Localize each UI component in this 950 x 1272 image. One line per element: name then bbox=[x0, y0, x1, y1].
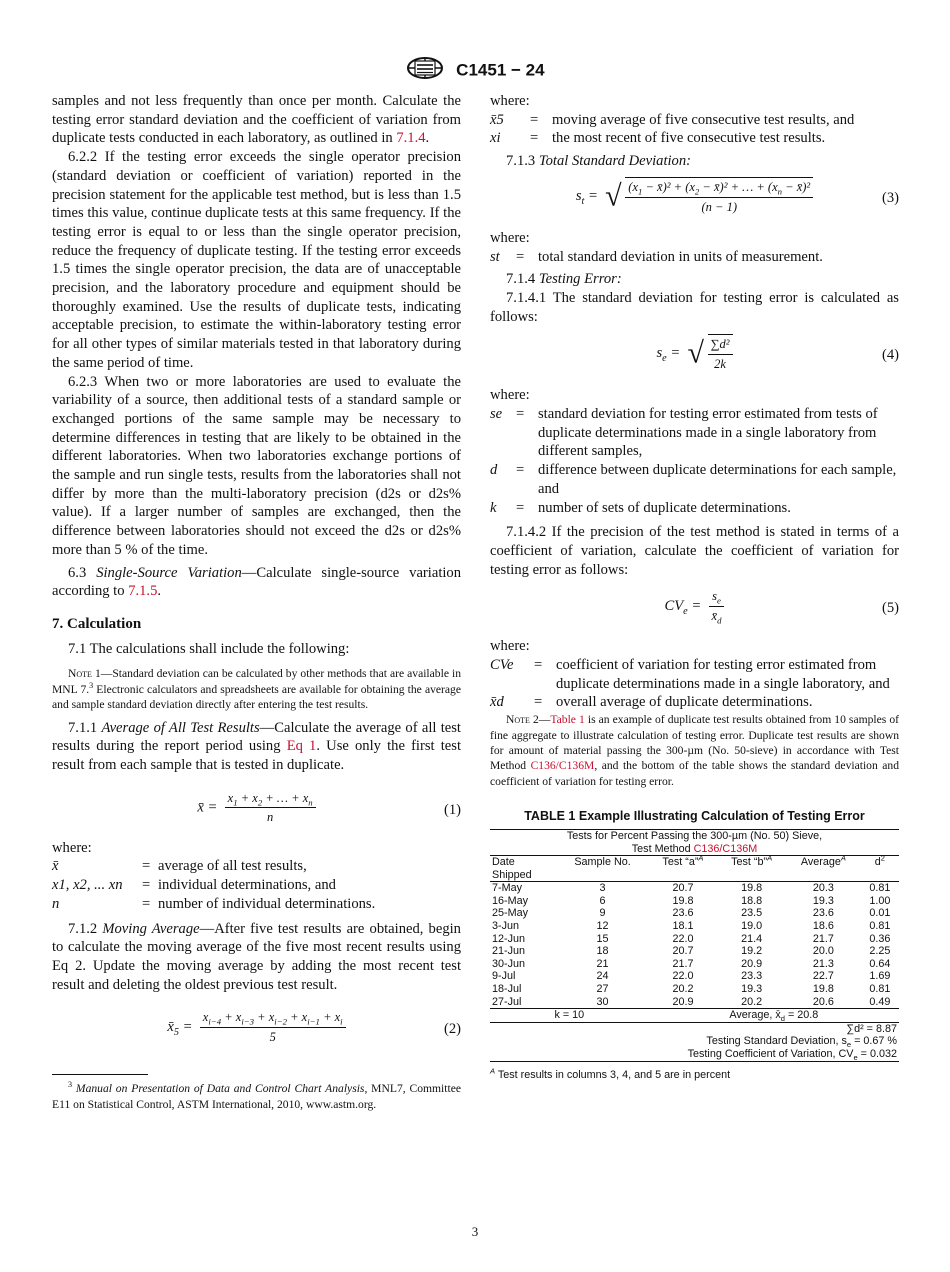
column-header: Test “b”$^A$ bbox=[731, 853, 773, 869]
table-cell: 19.2 bbox=[741, 945, 763, 958]
table-cell: 20.0 bbox=[812, 945, 834, 958]
definition-row: x1, x2, ... xn = individual determinations, and bbox=[52, 877, 336, 894]
table-cell: 0.81 bbox=[869, 983, 891, 996]
table-cell: 19.3 bbox=[812, 894, 834, 907]
table-cell: 25-May bbox=[492, 907, 529, 920]
table-row bbox=[490, 958, 899, 971]
section-heading-7: 7. Calculation bbox=[52, 615, 142, 632]
where-label-5: where: bbox=[490, 638, 530, 655]
table-cell: 0.36 bbox=[869, 932, 891, 945]
paragraph-7-1: 7.1 The calculations shall include the following: bbox=[68, 640, 350, 657]
definition-row: d = difference between duplicate determinations for each sample, and bbox=[490, 462, 897, 497]
equation-1: x̄ = $\frac{x_1 + x_2 + \dots + x_n}{n}$ (1) bbox=[197, 790, 461, 825]
where-label-1: where: bbox=[52, 839, 92, 856]
footnote-3: $^3$ Manual on Presentation of Data and Control Chart Analysis, MNL7, Committee E11 on Statistical Control, ASTM International, 2010, www.astm.org. bbox=[52, 1080, 462, 1111]
table-title: TABLE 1 Example Illustrating Calculation of Testing Error bbox=[524, 809, 865, 824]
table-row bbox=[490, 882, 899, 895]
equation-number-4: (4) bbox=[881, 347, 899, 364]
table-cell: 23.3 bbox=[741, 970, 763, 983]
table-cell: 16-May bbox=[492, 894, 529, 907]
table-cell: 21.7 bbox=[812, 932, 834, 945]
table-cell: 18 bbox=[596, 945, 609, 958]
table-cell: 23.6 bbox=[672, 907, 694, 920]
table-cell: 21 bbox=[596, 957, 609, 970]
where-label-3: where: bbox=[490, 229, 530, 246]
table-cell: 15 bbox=[596, 932, 609, 945]
definition-row: CVe = coefficient of variation for testing error estimated from duplicate determinations made in a single laboratory, and bbox=[490, 657, 890, 692]
link-7-1-5[interactable]: 7.1.5 bbox=[128, 583, 158, 600]
table-cell: 20.2 bbox=[672, 983, 694, 996]
definitions-eq1 bbox=[52, 857, 461, 913]
table-cell: 9 bbox=[599, 907, 606, 920]
table-cell: 20.9 bbox=[672, 995, 694, 1008]
paragraph-6-3: 6.3 Single-Source Variation—Calculate single-source variation according to 7.1.5. bbox=[52, 564, 462, 600]
equation-number-3: (3) bbox=[881, 189, 899, 206]
where-label-4: where: bbox=[490, 387, 530, 404]
table-row bbox=[490, 933, 899, 946]
column-header: $d^2$ bbox=[874, 853, 885, 869]
table-cell: 23.6 bbox=[812, 907, 834, 920]
link-c136-table[interactable]: C136/C136M bbox=[693, 842, 758, 855]
paragraph-7-1-1: 7.1.1 Average of All Test Results—Calculate the average of all test results during the report period using Eq 1. Use only the first test result from each sample that is tested in duplicate. bbox=[52, 719, 461, 774]
table-cell: 20.6 bbox=[812, 995, 834, 1008]
left-column bbox=[52, 92, 461, 1112]
table-cell: 12 bbox=[596, 920, 609, 933]
table-cell: 22.0 bbox=[672, 932, 694, 945]
column-header: Test “a”$^A$ bbox=[662, 853, 704, 869]
table-cell: 7-May bbox=[492, 882, 522, 895]
table-cell: 20.7 bbox=[672, 882, 694, 895]
definition-row: n = number of individual determinations. bbox=[52, 895, 376, 912]
table-cell: 6 bbox=[599, 894, 606, 907]
table-cell: 21.4 bbox=[741, 932, 763, 945]
table-cell: 30 bbox=[596, 995, 609, 1008]
table-cell: 19.8 bbox=[672, 894, 694, 907]
table-cell: 19.3 bbox=[741, 983, 763, 996]
table-cell: 9-Jul bbox=[492, 970, 516, 983]
link-c136[interactable]: C136/C136M bbox=[530, 759, 595, 773]
right-column bbox=[490, 92, 899, 1084]
equation-number-1: (1) bbox=[443, 801, 461, 818]
table-cell: 0.64 bbox=[869, 957, 891, 970]
paragraph-7-1-4-1: 7.1.4.1 The standard deviation for testing error is calculated as follows: bbox=[490, 289, 899, 325]
table-footnote: $^A$ Test results in columns 3, 4, and 5 are in percent bbox=[490, 1066, 731, 1081]
definition-row: xi = the most recent of five consecutive test results. bbox=[490, 130, 826, 147]
footnote-divider bbox=[52, 1074, 148, 1075]
table-cell: 1.69 bbox=[869, 970, 891, 983]
table-cell: 19.8 bbox=[741, 882, 763, 895]
table-cell: 27-Jul bbox=[492, 995, 522, 1008]
table-row bbox=[490, 945, 899, 958]
table-cell: 18.6 bbox=[812, 920, 834, 933]
column-header: Sample No. bbox=[574, 856, 631, 869]
paragraph-7-1-4-2: 7.1.4.2 If the precision of the test method is stated in terms of a coefficient of variation, calculate the coefficient of variation for testing error as follows: bbox=[490, 524, 899, 578]
table-cell: 24 bbox=[596, 970, 609, 983]
paragraph-6-2-3: 6.2.3 When two or more laboratories are used to evaluate the variability of a source, then additional tests of a standard sample or exchanged portions of the same sample may be necessary to determine differences in testing that are likely to be obtained in the different laboratories. When two laboratories exchange portions of the sample and run single tests, results from the laboratories shall not differ by more than the multi-laboratory precision (d2s or d2s% value). If a larger number of samples are exchanged, then the difference between laboratories should not exceed the d2s or d2s% more than 5 % of the time. bbox=[52, 373, 461, 558]
table-cell: 12-Jun bbox=[492, 932, 526, 945]
table-cell: 20.7 bbox=[672, 945, 694, 958]
table-cell: 3-Jun bbox=[492, 920, 520, 933]
where-label-2: where: bbox=[490, 93, 530, 109]
equation-3: $s_t$ = √ $\frac{(x_1 - x̄)^2 + (x_2 - x̄)^2 + \dots + (x_n - x̄)^2}{(n - 1)}$ (3) bbox=[490, 177, 899, 225]
equation-number-2: (2) bbox=[443, 1021, 461, 1038]
table-row bbox=[490, 983, 899, 996]
table-cell: 23.5 bbox=[741, 907, 763, 920]
table-cell: 18.8 bbox=[741, 894, 763, 907]
definition-row: k = number of sets of duplicate determinations. bbox=[490, 499, 791, 516]
definition-row: st = total standard deviation in units of measurement. bbox=[490, 248, 823, 265]
table-subtitle: Tests for Percent Passing the 300-µm (No. 50) Sieve, Test Method C136/C136M bbox=[566, 829, 823, 855]
table-cell: 21.7 bbox=[672, 957, 694, 970]
sum-d2: ∑d² = 8.87 bbox=[846, 1022, 897, 1035]
table-cell: 30-Jun bbox=[492, 957, 526, 970]
standard-code: C1451 − 24 bbox=[456, 60, 545, 80]
note-1: Note 1—Standard deviation can be calculated by other methods that are available in MNL 7.$^3$ Electronic calculators and spreadsheets are available for obtaining the average and sample standard deviation directly after entering the test results. bbox=[52, 667, 462, 712]
note-2: Note 2—Table 1 is an example of duplicate test results obtained from 10 samples of fine aggregate to illustrate calculation of testing error. Duplicate test results are shown for amount of material passing the 300-µm (No. 50-sieve) in accordance with Test Method C136/C136M, and the bottom of the table shows the standard deviation and coefficient of variation for testing error. bbox=[490, 713, 900, 788]
table-row bbox=[490, 907, 899, 920]
definition-row: se = standard deviation for testing error estimated from tests of duplicate determinations made in a single laboratory from different samples, bbox=[490, 406, 878, 460]
table-row bbox=[490, 895, 899, 908]
equation-4: $s_e$ = √ $\frac{\text{∑d²}}{2k}$ (4) bbox=[490, 334, 899, 380]
table-cell: 3 bbox=[599, 882, 606, 895]
table-body bbox=[490, 882, 899, 1009]
link-7-1-4[interactable]: 7.1.4 bbox=[396, 130, 426, 147]
table-cell: 19.8 bbox=[812, 983, 834, 996]
table-cell: 2.25 bbox=[869, 945, 891, 958]
table-cell: 0.81 bbox=[869, 882, 891, 895]
equation-5: $CV_e$ = $\frac{s_e}{x̄_d}$ (5) bbox=[664, 589, 899, 626]
table-cell: 1.00 bbox=[869, 894, 891, 907]
column-header: Date Shipped bbox=[492, 856, 532, 881]
table-row bbox=[490, 920, 899, 933]
table-cell: 21-Jun bbox=[492, 945, 526, 958]
page-header bbox=[0, 56, 950, 85]
column-header: Average$^A$ bbox=[800, 853, 846, 869]
table-cell: 19.0 bbox=[741, 920, 763, 933]
table-cell: 0.81 bbox=[869, 920, 891, 933]
table-summary-row: k = 10 Average, $x̄_d = 20.8$ bbox=[490, 1009, 899, 1023]
table-cell: 0.01 bbox=[869, 907, 891, 920]
table-cell: 20.2 bbox=[741, 995, 763, 1008]
link-table-1[interactable]: Table 1 bbox=[550, 713, 585, 727]
paragraph-7-1-2: 7.1.2 Moving Average—After five test results are obtained, begin to calculate the moving average of the five most recent results using Eq 2. Update the moving average by adding the most recent test result and deleting the oldest previous test result. bbox=[52, 920, 461, 993]
link-eq-1[interactable]: Eq 1 bbox=[286, 738, 317, 755]
definition-row: x̄ = average of all test results, bbox=[52, 858, 307, 875]
table-cell: 18.1 bbox=[672, 920, 694, 933]
testing-std-dev: Testing Standard Deviation, $s_e = 0.67$ % bbox=[706, 1035, 897, 1050]
definition-row: x̄d = overall average of duplicate determinations. bbox=[490, 694, 813, 711]
equation-2: $x̄_5$ = $\frac{x_{i-4} + x_{i-3} + x_{i-2} + x_{i-1} + x_i}{5}$ (2) bbox=[167, 1010, 461, 1045]
table-row bbox=[490, 996, 899, 1009]
page-number: 3 bbox=[471, 1224, 479, 1239]
definition-row: x̄5 = moving average of five consecutive test results, and bbox=[490, 111, 855, 128]
table-cell: 20.9 bbox=[741, 957, 763, 970]
table-cell: 22.7 bbox=[812, 970, 834, 983]
table-cell: 18-Jul bbox=[492, 983, 522, 996]
paragraph-continued: samples and not less frequently than once per month. Calculate the testing error standard deviation and the coefficient of variation from duplicate tests conducted in each laboratory, as outlined in 7.1.4. bbox=[52, 93, 461, 147]
astm-logo-icon bbox=[405, 56, 445, 85]
equation-number-5: (5) bbox=[881, 600, 899, 617]
table-row bbox=[490, 970, 899, 983]
table-cell: 21.3 bbox=[812, 957, 834, 970]
table-cell: 22.0 bbox=[672, 970, 694, 983]
table-cell: 20.3 bbox=[812, 882, 834, 895]
testing-cv: Testing Coefficient of Variation, $CV_e = 0.032$ bbox=[687, 1048, 897, 1063]
table-1 bbox=[490, 829, 899, 1062]
paragraph-7-1-4: 7.1.4 Testing Error: bbox=[506, 271, 622, 288]
paragraph-7-1-3: 7.1.3 Total Standard Deviation: bbox=[506, 153, 692, 170]
table-cell: 0.49 bbox=[869, 995, 891, 1008]
table-cell: 27 bbox=[596, 983, 609, 996]
paragraph-6-2-2: 6.2.2 If the testing error exceeds the single operator precision (standard deviation or coefficient of variation) reported in the precision statement for the applicable test method, but is less than 1.5 times this value, continue duplicate tests at this same frequency. If the testing error is equal to or less than the single operator precision, reduce the frequency of duplicate testing. If the testing error exceeds 1.5 times the single operator precision, the data are of unacceptable precision, and the laboratory procedure and equipment should be thoroughly examined. Use the results of duplicate tests, indicating acceptable precision, to estimate the within-laboratory testing error for all other types of similar materials tested in that laboratory during the same period of time. bbox=[52, 149, 461, 371]
table-header-row bbox=[490, 856, 899, 882]
